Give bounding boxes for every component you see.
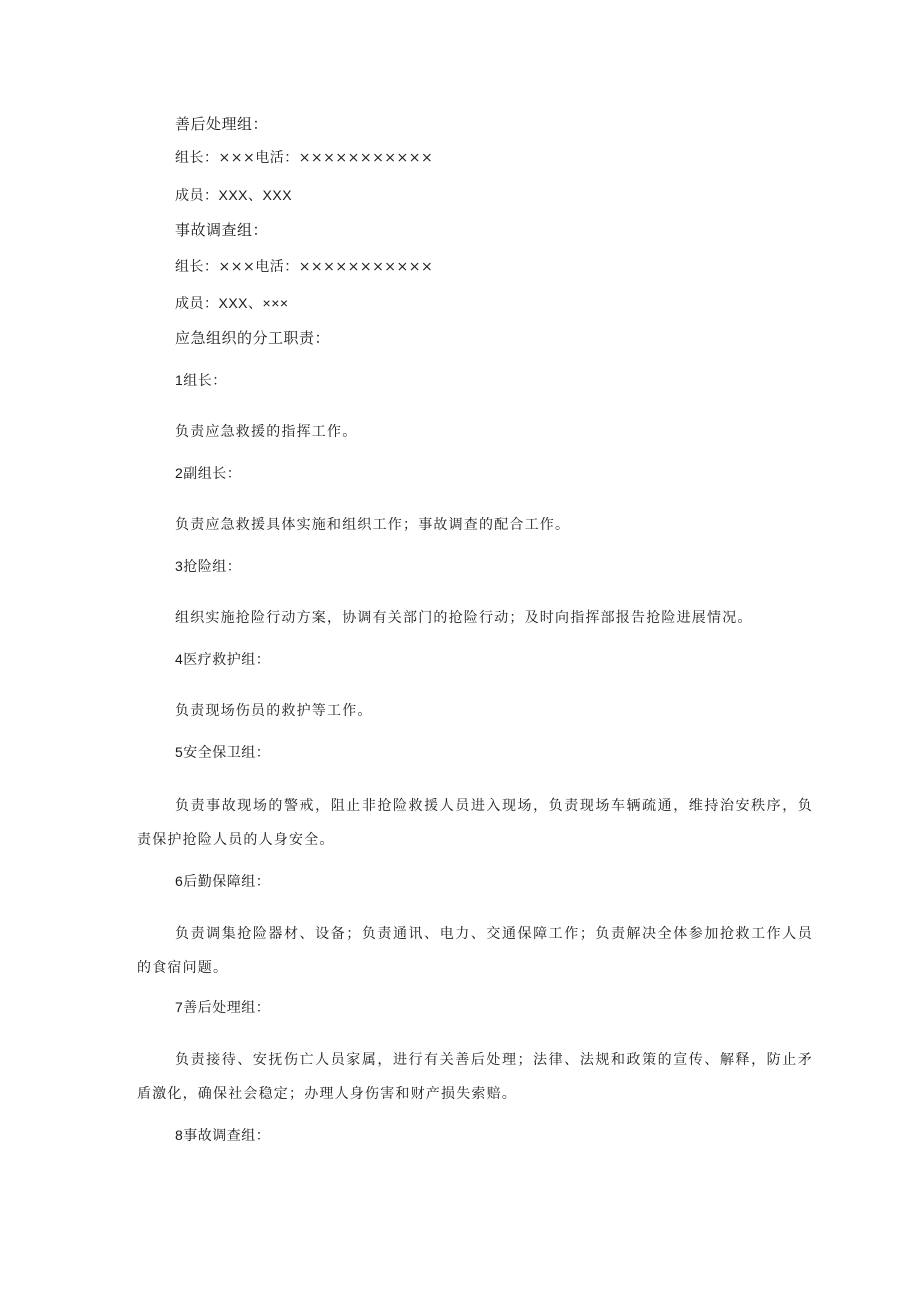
duty-title-3: 3抢险组：: [175, 558, 242, 574]
duty-title-2: 2副组长：: [175, 465, 242, 481]
duty-text-1: 负责应急救援的指挥工作。: [175, 424, 358, 440]
duty-title-1: 1组长：: [175, 372, 227, 388]
aftermath-group-leader: 组长：×××电活：×××××××××××: [175, 150, 434, 166]
aftermath-group-members: 成员：XXX、XXX: [175, 187, 293, 203]
investigation-group-members: 成员：XXX、×××: [175, 295, 289, 311]
duty-text-5: 负责事故现场的警戒，阻止非抢险救援人员进入现场，负责现场车辆疏通，维持治安秩序，负责保护抢险人员的人身安全。: [137, 798, 813, 848]
duty-title-4: 4医疗救护组：: [175, 651, 271, 667]
duty-text-2: 负责应急救援具体实施和组织工作；事故调查的配合工作。: [175, 517, 571, 533]
duty-title-6: 6后勤保障组：: [175, 873, 271, 889]
duty-text-6: 负责调集抢险器材、设备；负责通讯、电力、交通保障工作；负责解决全体参加抢救工作人员的食宿问题。: [137, 926, 813, 976]
duty-title-7: 7善后处理组：: [175, 999, 271, 1015]
aftermath-group-heading: 善后处理组：: [175, 115, 269, 133]
duty-title-8: 8事故调查组：: [175, 1127, 271, 1143]
investigation-group-leader: 组长：×××电活：×××××××××××: [175, 259, 434, 275]
duty-text-4: 负责现场伤员的救护等工作。: [175, 703, 373, 719]
duty-text-3: 组织实施抢险行动方案，协调有关部门的抢险行动；及时向指挥部报告抢险进展情况。: [175, 610, 753, 626]
duty-title-5: 5安全保卫组：: [175, 744, 271, 760]
duties-heading: 应急组织的分工职责：: [175, 329, 331, 347]
duty-text-7: 负责接待、安抚伤亡人员家属，进行有关善后处理；法律、法规和政策的宣传、解释，防止矛盾激化，确保社会稳定；办理人身伤害和财产损失索赔。: [137, 1052, 813, 1102]
investigation-group-heading: 事故调查组：: [175, 221, 269, 239]
